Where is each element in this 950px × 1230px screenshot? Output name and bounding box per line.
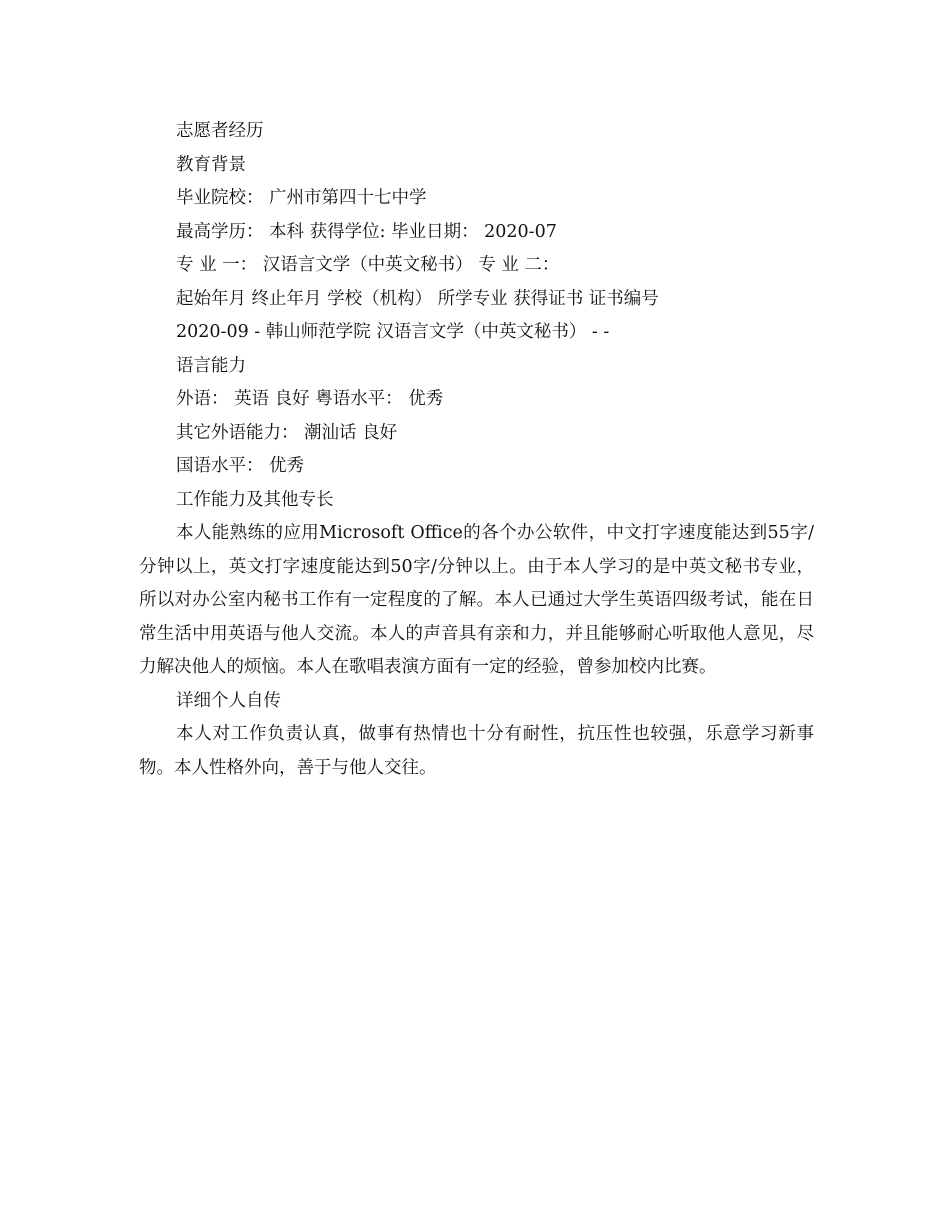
- document-body: [139, 115, 814, 785]
- highest-degree: 最高学历： 本科 获得学位: 毕业日期： 2020-07: [176, 221, 557, 242]
- education-table-row: 2020-09 - 韩山师范学院 汉语言文学（中英文秘书） - -: [176, 322, 610, 342]
- graduated-school: 毕业院校： 广州市第四十七中学: [176, 188, 427, 208]
- majors: 专 业 一： 汉语言文学（中英文秘书） 专 业 二：: [176, 255, 560, 275]
- section-heading-volunteer: 志愿者经历: [176, 121, 264, 141]
- section-heading-education: 教育背景: [176, 154, 246, 175]
- section-heading-skills: 工作能力及其他专长: [176, 489, 334, 510]
- section-heading-language: 语言能力: [176, 355, 246, 376]
- skills-paragraph: 本人能熟练的应用Microsoft Office的各个办公软件，中文打字速度能达到55字/分钟以上，英文打字速度能达到50字/分钟以上。由于本人学习的是中英文秘书专业，所以对办公室内秘书工作有一定程度的了解。本人已通过大学生英语四级考试，能在日常生活中用英语与他人交流。本人的声音具有亲和力，并且能够耐心听取他人意见，尽力解决他人的烦恼。本人在歌唱表演方面有一定的经验，曾参加校内比赛。: [139, 523, 814, 677]
- mandarin-level: 国语水平： 优秀: [176, 456, 305, 476]
- bio-paragraph: 本人对工作负责认真，做事有热情也十分有耐性，抗压性也较强，乐意学习新事物。本人性格外向，善于与他人交往。: [139, 724, 814, 778]
- foreign-language: 外语： 英语 良好 粤语水平： 优秀: [176, 389, 444, 409]
- education-table-header: 起始年月 终止年月 学校（机构） 所学专业 获得证书 证书编号: [176, 288, 659, 309]
- section-heading-bio: 详细个人自传: [176, 690, 281, 711]
- other-language: 其它外语能力： 潮汕话 良好: [176, 422, 398, 443]
